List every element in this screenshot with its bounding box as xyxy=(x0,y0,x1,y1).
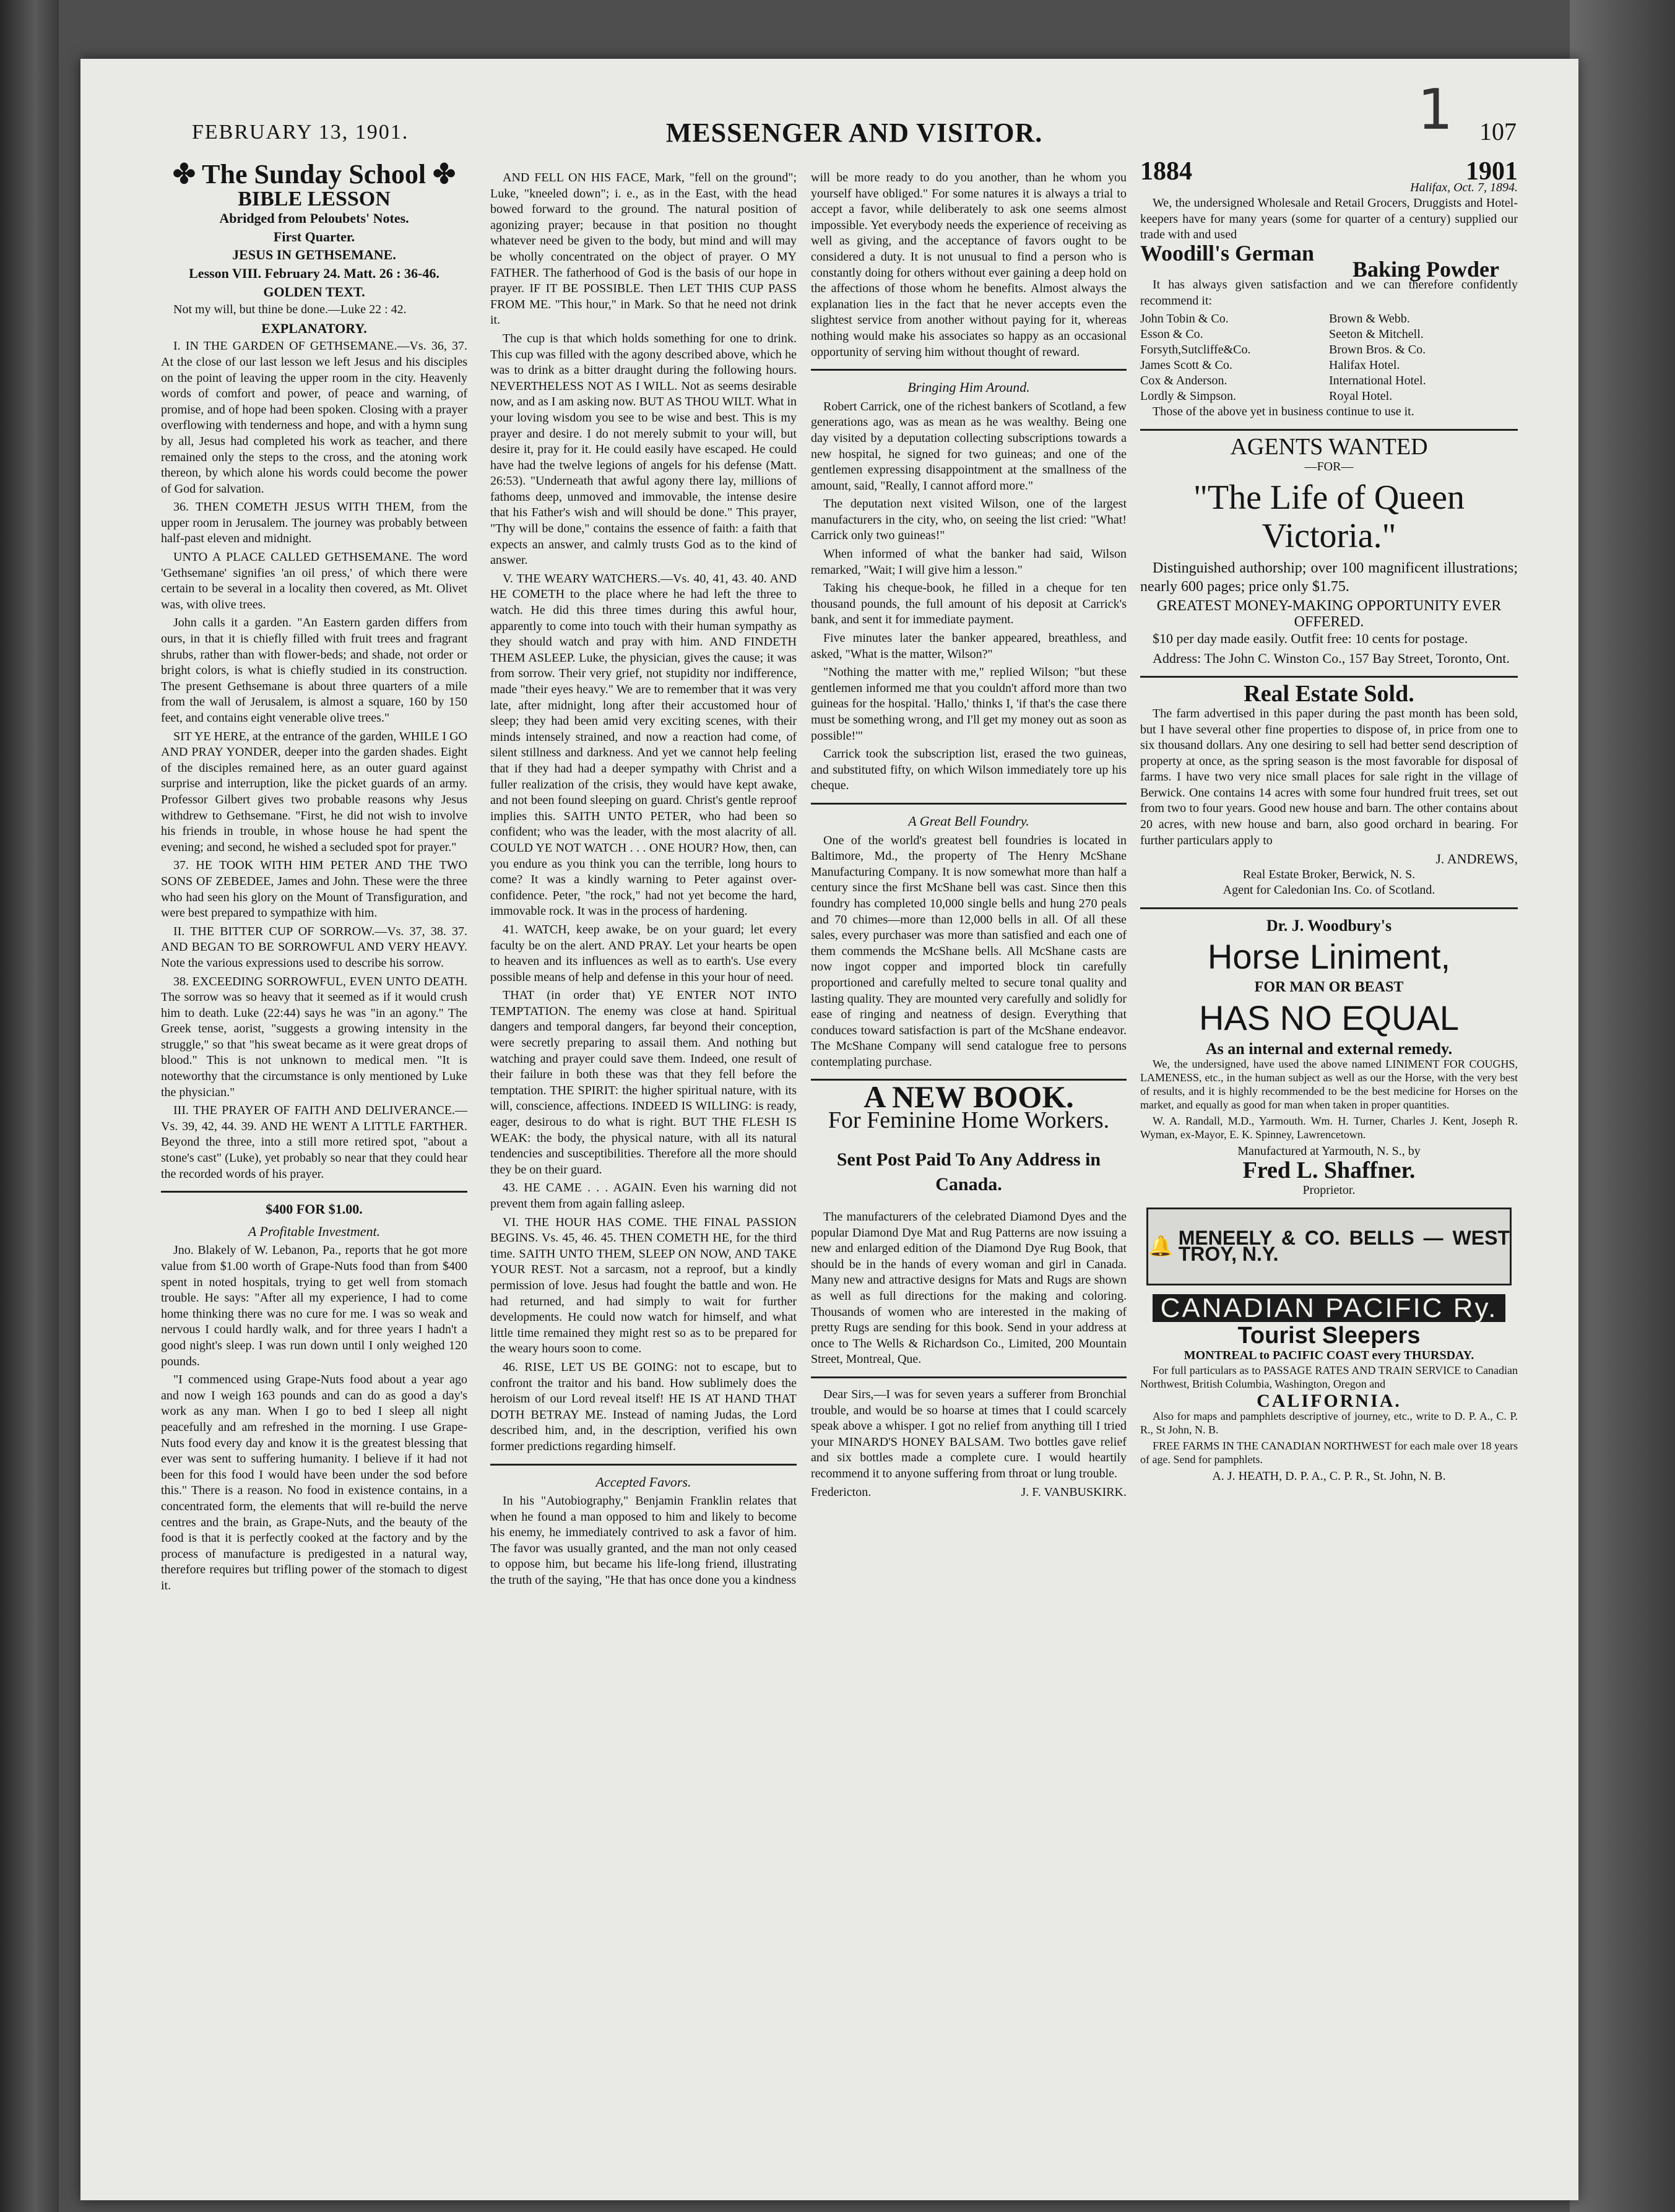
explanatory-label: EXPLANATORY. xyxy=(261,320,367,336)
lesson-paragraph: III. THE PRAYER OF FAITH AND DELIVERANCE.—Vs. 39, 42, 44. 39. AND HE WENT A LITTLE FARTHER. Beyond the three, into a still more retired spot, "about a stone's cast" (Luke), yet probably so near that they could hear the recorded words of his prayer. xyxy=(161,1104,467,1181)
lesson-paragraph: V. THE WEARY WATCHERS.—Vs. 40, 41, 43. 40. AND HE COMETH to the place where he had left the three to watch. He did this three times during this awful hour, apparently to come into touch with their human sympathy as they should watch and pray with him. AND FINDETH THEM ASLEEP. Luke, the physician, gives the cause; it was from sorrow. Their very grief, not stupidity nor indifference, made "their eyes heavy." We are to remember that it was very late, after midnight, long after their accustomed hour of sleep; they had been amid very exciting scenes, with their minds intensely strained, and now a reaction had come, of silent stillness and darkness. And yet we cannot help feeling that if they had had a deeper sympathy with Christ and a fuller realization of the crisis, they would have kept awake, and not been found sleeping on guard. Christ's gentle reproof implies this. SAITH UNTO PETER, who had been so confident; who was the leader, with the most alacrity of all. COULD YE NOT WATCH . . . ONE HOUR? How, then, can you endure as you think you can the terrible, long hours to come? It was a kindly warning to Peter against over-confidence. Peter, "the rock," had not yet become the hard, immovable rock. It was in the process of hardening. xyxy=(490,571,797,918)
lesson-paragraph: 37. HE TOOK WITH HIM PETER AND THE TWO SONS OF ZEBEDEE, James and John. These were the three who had seen his glory on the Mount of Transfiguration, and were best prepared to sympathize with him. xyxy=(161,858,467,920)
bible-lesson-title: BIBLE LESSON xyxy=(238,187,391,210)
firm-name: Esson & Co. xyxy=(1140,327,1203,342)
firm-name: Brown & Webb. xyxy=(1329,312,1410,326)
divider xyxy=(811,1376,1127,1378)
lesson-paragraph: I. IN THE GARDEN OF GETHSEMANE.—Vs. 36, 37. At the close of our last lesson we left Jesus and his disciples on the point of leaving the upper room in the city. Heavenly words of comfort and power, of peace and warning, of promise, and of hope had been spoken. Closing with a prayer overflowing with tenderness and hope, and with a hymn sung by all, Jesus had completed his work as teacher, and there remained only the steps to the cross, and the atoning work thereon, by which alone his words could become the power of God for salvation. xyxy=(161,339,467,496)
column-4-advertisements xyxy=(1140,158,1518,1485)
page-number: 107 xyxy=(1479,118,1517,145)
grapenuts-subhead: A Profitable Investment. xyxy=(248,1223,381,1239)
divider xyxy=(161,1191,467,1193)
bringing-him-around-title: Bringing Him Around. xyxy=(907,379,1030,395)
lesson-paragraph: SIT YE HERE, at the entrance of the garden, WHILE I GO AND PRAY YONDER, deeper into the garden shades. Eight of the disciples remained here, as an outer guard against surprise and interruption, like the picket guards of an army. Professor Gilbert gives two probable reasons why Jesus withdrew to Gethsemane. "First, he did not wish to involve his friends in trouble, in whose house he had spent the evening; and second, he wished a secluded spot for prayer." xyxy=(161,729,467,854)
new-book-subtitle: For Feminine Home Workers. xyxy=(828,1107,1110,1134)
montreal-pacific: MONTREAL to PACIFIC COAST every THURSDAY. xyxy=(1184,1348,1474,1362)
woodill-firms-list xyxy=(1140,311,1518,404)
book-binding-left xyxy=(0,0,59,2212)
golden-text-label: GOLDEN TEXT. xyxy=(263,283,365,300)
outfit-note: $10 per day made easily. Outfit free: 10 cents for postage. xyxy=(1153,631,1468,647)
agents-wanted: AGENTS WANTED xyxy=(1230,433,1428,460)
lesson-paragraph: 46. RISE, LET US BE GOING: not to escape, but to confront the traitor and his band. How sublimely does the heroism of our Lord reveal itself! HE IS AT HAND THAT DOTH BETRAY ME. Instead of naming Judas, the Lord described him, and, in the description, verified his own former predictions regarding himself. xyxy=(490,1360,797,1453)
shaffner-name: Fred L. Shaffner. xyxy=(1242,1157,1416,1184)
bringing-paragraph: The deputation next visited Wilson, one of the largest manufacturers in the city, who, on seeing the list cried: "What! Carrick only two guineas!" xyxy=(811,497,1127,543)
clover-icon: ✤ xyxy=(433,159,456,189)
accepted-favors-text: In his "Autobiography," Benjamin Franklin relates that when he found a man opposed to him and likely to become his enemy, he immediately contrived to ask a favor of him. The favor was usually granted, and the man not only ceased to oppose him, but became his life-long friend, illustrating the truth of the saying, "He that has once done you a kindness xyxy=(490,1494,797,1588)
quarter-label: First Quarter. xyxy=(273,228,355,244)
sunday-school-heading: ✤ The Sunday School ✤ xyxy=(173,159,456,189)
horse-liniment-title: Horse Liniment, xyxy=(1207,936,1451,976)
divider xyxy=(490,1464,797,1466)
lesson-subject: JESUS IN GETHSEMANE. xyxy=(232,247,396,263)
lesson-paragraph: 38. EXCEEDING SORROWFUL, EVEN UNTO DEATH. The sorrow was so heavy that it seemed as if it would crush him to death. Luke (22:44) says he was "in an agony." The Greek tense, aorist, "suggests a growing intensity in the struggle," so that "his sweat became as it were great drops of blood." This is not unknown to medical men. "It is noteworthy that the circumstance is only mentioned by Luke the physician." xyxy=(161,974,467,1099)
bringing-paragraph: Taking his cheque-book, he filled in a cheque for ten thousand pounds, the full amount of his deposit at Carrick's bank, and sent it for immediate payment. xyxy=(811,581,1127,627)
firm-name: Brown Bros. & Co. xyxy=(1329,343,1426,357)
firm-name: John Tobin & Co. xyxy=(1140,312,1229,326)
winston-address: Address: The John C. Winston Co., 157 Bay Street, Toronto, Ont. xyxy=(1153,650,1510,667)
life-description: Distinguished authorship; over 100 magnificent illustrations; nearly 600 pages; price only $1.75. xyxy=(1140,560,1518,595)
woodill-product-line2: Baking Powder xyxy=(1352,256,1499,282)
lesson-paragraph: AND FELL ON HIS FACE, Mark, "fell on the ground"; Luke, "kneeled down"; i. e., as in the East, with the head bowed forward to the ground. The natural position of agonizing prayer; because in that position no thought whatever need be given to the body, but mind and will may be wholly concentrated on the object of prayer. O MY FATHER. The fatherhood of God is the basis of our hope in prayer. IF IT BE POSSIBLE. Then LET THIS CUP PASS FROM ME. "This hour," in Mark. So that he need not drink it. xyxy=(490,171,797,327)
real-estate-text: The farm advertised in this paper during the past month has been sold, but I have several other fine properties to dispose of, in price from one to six thousand dollars. Any one desiring to sell had better send description of property at once, as the spring season is the most favorable for disposal of farms. I have two very nice small places for sale right in the village of Berwick. One contains 14 acres with some four hundred fruit trees, set out from two to four years. Good new house and barn. The other contains about 20 acres, with new house and barn, also good orchard in bearing. For further particulars apply to xyxy=(1140,706,1518,847)
meneely-bells-ad: 🔔 MENEELY & CO. BELLS — WEST TROY, N.Y. xyxy=(1146,1208,1512,1285)
firm-name: Forsyth,Sutcliffe&Co. xyxy=(1140,343,1251,357)
bell-foundry-title: A Great Bell Foundry. xyxy=(908,813,1029,829)
minard-signature-row xyxy=(811,1485,1127,1501)
free-farms: FREE FARMS IN THE CANADIAN NORTHWEST for each male over 18 years of age. Send for pamphlets. xyxy=(1140,1439,1518,1466)
firm-name: International Hotel. xyxy=(1329,374,1426,388)
abridged-note: Abridged from Peloubets' Notes. xyxy=(219,210,409,227)
canadian-pacific-banner: CANADIAN PACIFIC Ry. xyxy=(1153,1294,1505,1323)
woodill-recommend: It has always given satisfaction and we can therefore confidently recommend it: xyxy=(1140,278,1518,308)
real-estate-broker: Real Estate Broker, Berwick, N. S. xyxy=(1242,867,1416,881)
masthead xyxy=(192,118,1517,158)
divider xyxy=(1140,429,1518,431)
minard-testimonial: Dear Sirs,—I was for seven years a sufferer from Bronchial trouble, and would be so hoarse at times that I could scarcely speak above a whisper. I got no relief from anything till I tried your MINARD'S HONEY BALSAM. Two bottles gave relief and six bottles made a complete cure. I would heartily recommend it to anyone suffering from throat or lung trouble. xyxy=(811,1388,1127,1480)
accepted-favors-title: Accepted Favors. xyxy=(595,1474,691,1490)
lesson-paragraph: THAT (in order that) YE ENTER NOT INTO TEMPTATION. The enemy was close at hand. Spiritual dangers and temporal dangers, far beyond their conception, were secretly preparing to assail them. And nothing but watching and prayer could save them. Indeed, one result of their failure in both these was that they fell before the temptation. THE SPIRIT: the higher spiritual nature, with its will, conscience, affections. INDEED IS WILLING: is ready, eager, desirous to do what is right. BUT THE FLESH IS WEAK: the body, the physical nature, with all its natural tendencies and susceptibilities. Therefore all the more should they be on their guard. xyxy=(490,988,797,1177)
woodill-years xyxy=(1140,157,1518,186)
cpr-particulars: For full particulars as to PASSAGE RATES AND TRAIN SERVICE to Canadian Northwest, British Columbia, Washington, Oregon and xyxy=(1140,1364,1518,1391)
agents-for: —FOR— xyxy=(1304,459,1354,473)
woodill-dateline: Halifax, Oct. 7, 1894. xyxy=(1410,180,1518,194)
real-estate-agent: Agent for Caledonian Ins. Co. of Scotland. xyxy=(1223,883,1435,897)
firm-name: Seeton & Mitchell. xyxy=(1329,327,1424,342)
liniment-signers: W. A. Randall, M.D., Yarmouth. Wm. H. Turner, Charles J. Kent, Joseph R. Wyman, ex-Mayor, E. K. Spinney, Lawrencetown. xyxy=(1140,1114,1518,1141)
lesson-paragraph: II. THE BITTER CUP OF SORROW.—Vs. 37, 38. 37. AND BEGAN TO BE SORROWFUL AND VERY HEAVY. Note the various expressions used to describe his sorrow. xyxy=(161,924,467,970)
minard-place: Fredericton. xyxy=(811,1485,872,1499)
for-man-or-beast: FOR MAN OR BEAST xyxy=(1254,979,1404,995)
new-book-headline: A NEW BOOK. xyxy=(863,1079,1074,1115)
firm-name: Lordly & Simpson. xyxy=(1140,389,1237,404)
lesson-paragraph: UNTO A PLACE CALLED GETHSEMANE. The word 'Gethsemane' signifies 'an oil press,' of which there were certain to be several in a locality then covered, as Mt. Olivet was, with olive trees. xyxy=(161,550,467,611)
grapenuts-paragraph: "I commenced using Grape-Nuts food about a year ago and now I weigh 163 pounds and can do as good a day's work as any man. When I go to bed I sleep all night peacefully and am refreshed in the morning. I use Grape-Nuts food every day and know it is the greatest blessing that ever was sent to suffering humanity. I believe if it had not been for this food I would have been under the sod before this." There is a reason. No food in existence contains, in a concentrated form, the elements that will re-build the nerve centres and the brain, as Grape-Nuts, and the beauty of the food is that it is perfectly cooked at the factory and by the process of manufacture is predigested in a natural way, therefore requires but trifling power of the stomach to digest it. xyxy=(161,1373,467,1592)
lesson-paragraph: The cup is that which holds something for one to drink. This cup was filled with the agony described above, which he was to drink as a bitter draught during the following hours. NEVERTHELESS NOT AS I WILL. Not as seems desirable now, and as I am asking now. BUT AS THOU WILT. What in your loving wisdom you see to be wise and best. This is my prayer and desire. I do not merely submit to your will, but desire it, pray for it. He could easily have escaped. He could have had the twelve legions of angels for his defense (Matt. 26:53). "Underneath that awful agony there lay, millions of fathoms deep, unmoved and immovable, the intense desire that his Father's wish and will should be done." This prayer, "Thy will be done," contains the essence of faith: a faith that expects an answer, and calmly trusts God as to the kind of answer. xyxy=(490,331,797,568)
bringing-paragraph: Five minutes later the banker appeared, breathless, and asked, "What is the matter, Wilson?" xyxy=(811,631,1127,661)
proprietor-label: Proprietor. xyxy=(1302,1183,1356,1197)
lesson-reference: Lesson VIII. February 24. Matt. 26 : 36-46. xyxy=(189,265,439,281)
page-corner-mark: 1 xyxy=(1417,77,1453,142)
year-left: 1884 xyxy=(1140,157,1192,186)
firm-name: Royal Hotel. xyxy=(1329,389,1393,404)
lesson-paragraph: VI. THE HOUR HAS COME. THE FINAL PASSION BEGINS. Vs. 45, 46. 45. THEN COMETH HE, for the third time. SAITH UNTO THEM, SLEEP ON NOW, AND TAKE YOUR REST. Not a sarcasm, not a reproof, but a kindly permission of love. Jesus had fought the battle and won. He had returned, and had simply to wait for further developments. He could now watch for himself, and what little time remained they might rest so as to be prepared for the weary hours soon to come. xyxy=(490,1215,797,1356)
bringing-paragraph: Carrick took the subscription list, erased the two guineas, and substituted fifty, on which Wilson immediately tore up his cheque. xyxy=(811,747,1127,793)
newspaper-title: MESSENGER AND VISITOR. xyxy=(665,118,1043,148)
woodill-product-line1: Woodill's German xyxy=(1140,240,1315,266)
divider xyxy=(811,803,1127,805)
real-estate-signature: J. ANDREWS, xyxy=(1435,851,1518,867)
maps-pamphlets: Also for maps and pamphlets descriptive of journey, etc., write to D. P. A., C. P. R., St John, N. B. xyxy=(1140,1409,1518,1436)
california-label: CALIFORNIA. xyxy=(1257,1391,1401,1412)
new-book-text: The manufacturers of the celebrated Diamond Dyes and the popular Diamond Dye Mat and Rug Patterns are now issuing a new and enlarged edition of the Diamond Dye Rug Book, that should be in the hands of every woman and girl in Canada. Many new and attractive designs for Mats and Rugs are shown as well as full directions for the making and coloring. Thousands of women who are interested in the making of pretty Rugs are sending for this book. Send in your address at once to The Wells & Richardson Co., Limited, 200 Mountain Street, Montreal, Que. xyxy=(811,1210,1127,1367)
grapenuts-headline: $400 FOR $1.00. xyxy=(266,1201,363,1217)
divider xyxy=(1140,676,1518,678)
manufactured-at: Manufactured at Yarmouth, N. S., by xyxy=(1237,1144,1421,1158)
lesson-paragraph: John calls it a garden. "An Eastern garden differs from ours, in that it is chiefly filled with fruit trees and fragrant shrubs, rather than with flower-beds; and shade, not order or bright colors, is what is chiefly studied in its construction. The present Gethsemane is about three quarters of a mile from the wall of Jerusalem, is almost a square, 160 by 150 feet, and contains eight venerable olive trees." xyxy=(161,616,467,725)
woodill-note: Those of the above yet in business continue to use it. xyxy=(1153,405,1414,419)
column-2 xyxy=(490,170,797,1591)
bringing-paragraph: When informed of what the banker had said, Wilson remarked, "Wait; I will give him a lesson." xyxy=(811,547,1127,577)
bringing-paragraph: "Nothing the matter with me," replied Wilson; "but these gentlemen informed me that you couldn't afford more than two guineas for the hospital. 'Hallo,' thinks I, 'if that's the case there must be something wrong, and I'll get my money out as soon as possible!'" xyxy=(811,665,1127,743)
real-estate-title: Real Estate Sold. xyxy=(1244,681,1414,707)
lesson-paragraph: 43. HE CAME . . . AGAIN. Even his warning did not prevent them from again falling asleep. xyxy=(490,1181,797,1211)
sent-post-paid: Sent Post Paid To Any Address in Canada. xyxy=(836,1149,1101,1195)
lesson-paragraph: 36. THEN COMETH JESUS WITH THEM, from the upper room in Jerusalem. The journey was probably between half-past eleven and midnight. xyxy=(161,500,467,546)
lesson-paragraph: 41. WATCH, keep awake, be on your guard; let every faculty be on the alert. AND PRAY. Let your hearts be open to heaven and its influences as well as to earth's. Use every possible means of help and defense in this your hour of need. xyxy=(490,922,797,984)
firm-name: Halifax Hotel. xyxy=(1329,358,1400,373)
divider xyxy=(811,369,1127,371)
year-right: 1901 xyxy=(1466,157,1518,186)
golden-text: Not my will, but thine be done.—Luke 22 : 42. xyxy=(173,303,407,317)
heath-contact: A. J. HEATH, D. P. A., C. P. R., St. John, N. B. xyxy=(1212,1469,1446,1483)
favors-continuation: will be more ready to do you another, than he whom you yourself have obliged." For some natures it is always a trial to accept a favor, while deliberately to ask one seems almost impossible. Yet everybody needs the experience of receiving as well as giving, and the acceptance of favors ought to be considered a duty. It is not unusual to find a person who is constantly doing for others without ever gaining a deep hold on the affections of those whom he benefits. Almost always the explanation lies in the fact that he never accepts even the slightest service from another without paying for it, whereas nothing would make his associates so happy as an occasional opportunity of serving him without thought of reward. xyxy=(811,171,1127,359)
column-1 xyxy=(161,158,467,1596)
liniment-testimonial: We, the undersigned, have used the above named LINIMENT FOR COUGHS, LAMENESS, etc., in the human subject as well as our the Horse, with the very best of results, and it is highly recommended to be the best medicine for Horses on the market, and equally as good for man when taken in proper quantities. xyxy=(1140,1057,1518,1111)
newspaper-page xyxy=(80,59,1578,2200)
woodbury-name: Dr. J. Woodbury's xyxy=(1266,917,1392,935)
minard-signature: J. F. VANBUSKIRK. xyxy=(1021,1485,1127,1499)
life-of-queen-victoria: "The Life of Queen Victoria." xyxy=(1193,478,1465,556)
woodill-intro: We, the undersigned Wholesale and Retail Grocers, Druggists and Hotel-keepers have for many years (some for quarter of a century) supplied our trade with and used xyxy=(1140,196,1518,242)
bringing-paragraph: Robert Carrick, one of the richest bankers of Scotland, a few generations ago, was as mean as he was wealthy. Being one day visited by a deputation collecting subscriptions towards a new hospital, he signed for two guineas; and one of the gentlemen expressing disappointment at the smallness of the amount, said, "Really, I cannot afford more." xyxy=(811,399,1127,493)
firm-name: Cox & Anderson. xyxy=(1140,374,1227,388)
has-no-equal: HAS NO EQUAL xyxy=(1198,998,1460,1038)
issue-date: FEBRUARY 13, 1901. xyxy=(192,121,409,144)
greatest-opportunity: GREATEST MONEY-MAKING OPPORTUNITY EVER OFFERED. xyxy=(1156,598,1502,630)
bell-foundry-text: One of the world's greatest bell foundries is located in Baltimore, Md., the property of The Henry McShane Manufacturing Company. It is now somewhat more than half a century since the first McShane bell was cast. Since then this foundry has completed 10,000 single bells and hung 270 peals and 70 chimes—more than 12,000 bells in all. Of all these sales, every purchaser was more than satisfied and each one of them commends the McShane bells. All McShane casts are now ingot copper and imported block tin carefully proportioned and carefully melted to secure tonal quality and lasting quality. They are mounted very carefully and solidly for ease of ringing and neatness of design. Everything that conduces toward satisfaction is part of the McShane endeavor. The McShane Company will send catalogue free to persons contemplating purchase. xyxy=(811,833,1127,1069)
internal-external-remedy: As an internal and external remedy. xyxy=(1205,1040,1453,1058)
bell-icon: 🔔 xyxy=(1148,1234,1179,1257)
tourist-sleepers: Tourist Sleepers xyxy=(1237,1323,1421,1349)
grapenuts-paragraph: Jno. Blakely of W. Lebanon, Pa., reports that he got more value from $1.00 worth of Grape-Nuts food than from $400 spent in noted hospitals, trying to get well from stomach trouble. He says: "After all my experience, I had to come home thinking there was no cure for me. I was so weak and nervous I could hardly walk, and for three years I hadn't a good night's sleep. I was run down until I only weighed 120 pounds. xyxy=(161,1243,467,1368)
firm-name: James Scott & Co. xyxy=(1140,358,1232,373)
book-edge-right xyxy=(1570,0,1675,2212)
divider xyxy=(1140,907,1518,909)
column-3 xyxy=(811,170,1127,1500)
clover-icon: ✤ xyxy=(173,159,196,189)
